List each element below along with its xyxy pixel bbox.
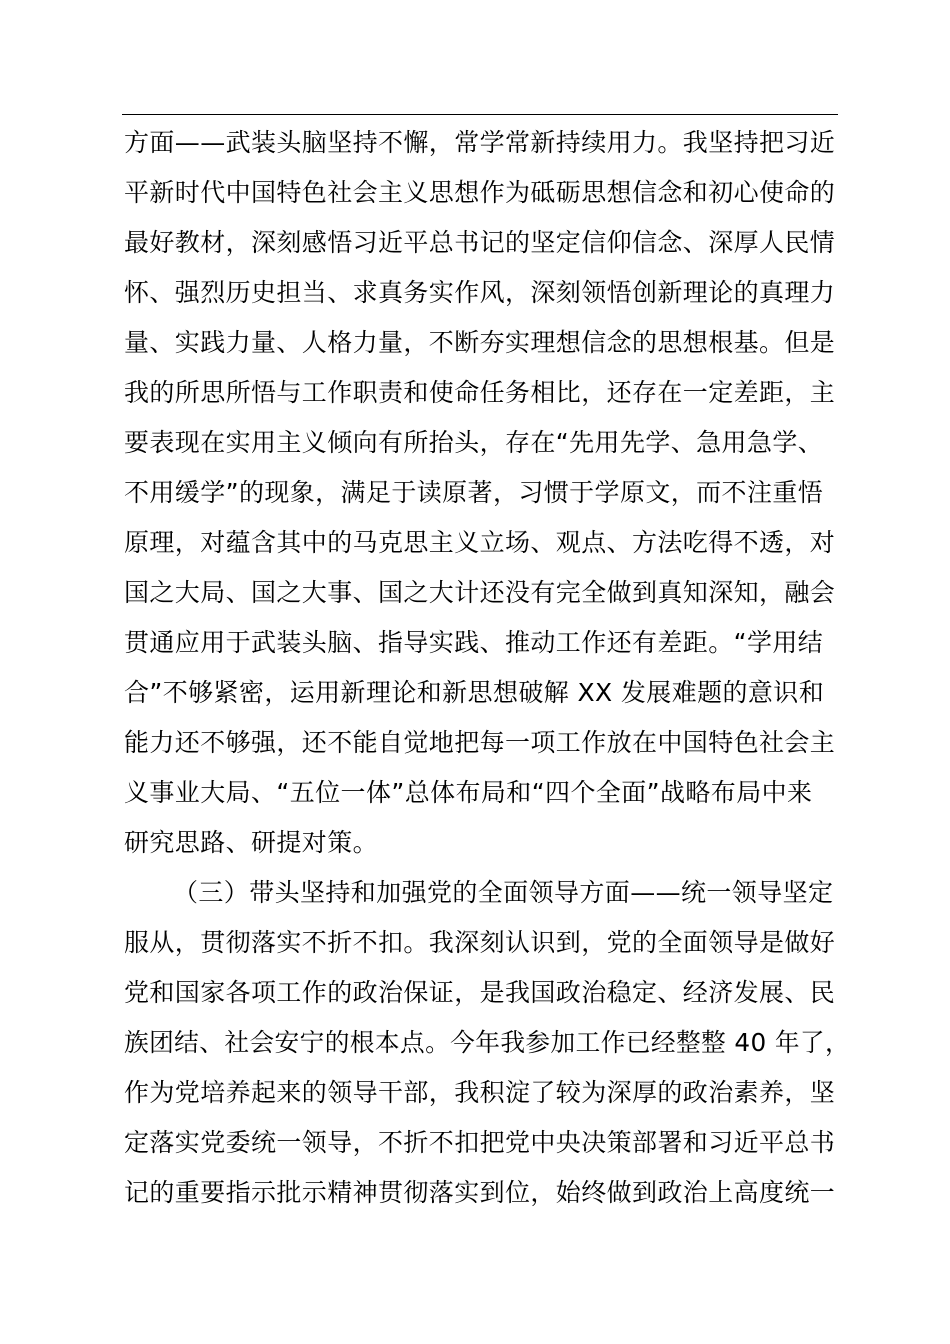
text-line: 方面——武装头脑坚持不懈，常学常新持续用力。我坚持把习近 [124, 128, 836, 157]
text-line: 作为党培养起来的领导干部，我积淀了较为深厚的政治素养，坚 [124, 1078, 836, 1107]
text-line: 定落实党委统一领导，不折不扣把党中央决策部署和习近平总书 [124, 1128, 836, 1157]
text-line: 服从，贯彻落实不折不扣。我深刻认识到，党的全面领导是做好 [124, 928, 836, 957]
text-line: 记的重要指示批示精神贯彻落实到位，始终做到政治上高度统一 [124, 1178, 836, 1207]
text-line: 党和国家各项工作的政治保证，是我国政治稳定、经济发展、民 [124, 978, 836, 1007]
text-line: 国之大局、国之大事、国之大计还没有完全做到真知深知，融会 [124, 578, 836, 607]
header-rule [122, 114, 838, 115]
text-line: 最好教材，深刻感悟习近平总书记的坚定信仰信念、深厚人民情 [124, 228, 836, 257]
text-line: 不用缓学”的现象，满足于读原著，习惯于学原文，而不注重悟 [124, 478, 824, 507]
text-line: 怀、强烈历史担当、求真务实作风，深刻领悟创新理论的真理力 [124, 278, 836, 307]
section-heading-line: （三）带头坚持和加强党的全面领导方面——统一领导坚定 [173, 878, 834, 907]
text-line: 原理，对蕴含其中的马克思主义立场、观点、方法吃得不透，对 [124, 528, 836, 557]
text-line: 量、实践力量、人格力量，不断夯实理想信念的思想根基。但是 [124, 328, 836, 357]
text-line: 义事业大局、“五位一体”总体布局和“四个全面”战略布局中来 [124, 778, 813, 807]
text-line: 研究思路、研提对策。 [124, 828, 379, 857]
text-line: 能力还不够强，还不能自觉地把每一项工作放在中国特色社会主 [124, 728, 836, 757]
text-line: 合”不够紧密，运用新理论和新思想破解 XX 发展难题的意识和 [124, 678, 825, 707]
text-line: 平新时代中国特色社会主义思想作为砥砺思想信念和初心使命的 [124, 178, 836, 207]
text-line: 贯通应用于武装头脑、指导实践、推动工作还有差距。“学用结 [124, 628, 824, 657]
text-line: 我的所思所悟与工作职责和使命任务相比，还存在一定差距，主 [124, 378, 836, 407]
text-line: 要表现在实用主义倾向有所抬头，存在“先用先学、急用急学、 [124, 428, 824, 457]
text-line: 族团结、社会安宁的根本点。今年我参加工作已经整整 40 年了， [124, 1028, 851, 1057]
